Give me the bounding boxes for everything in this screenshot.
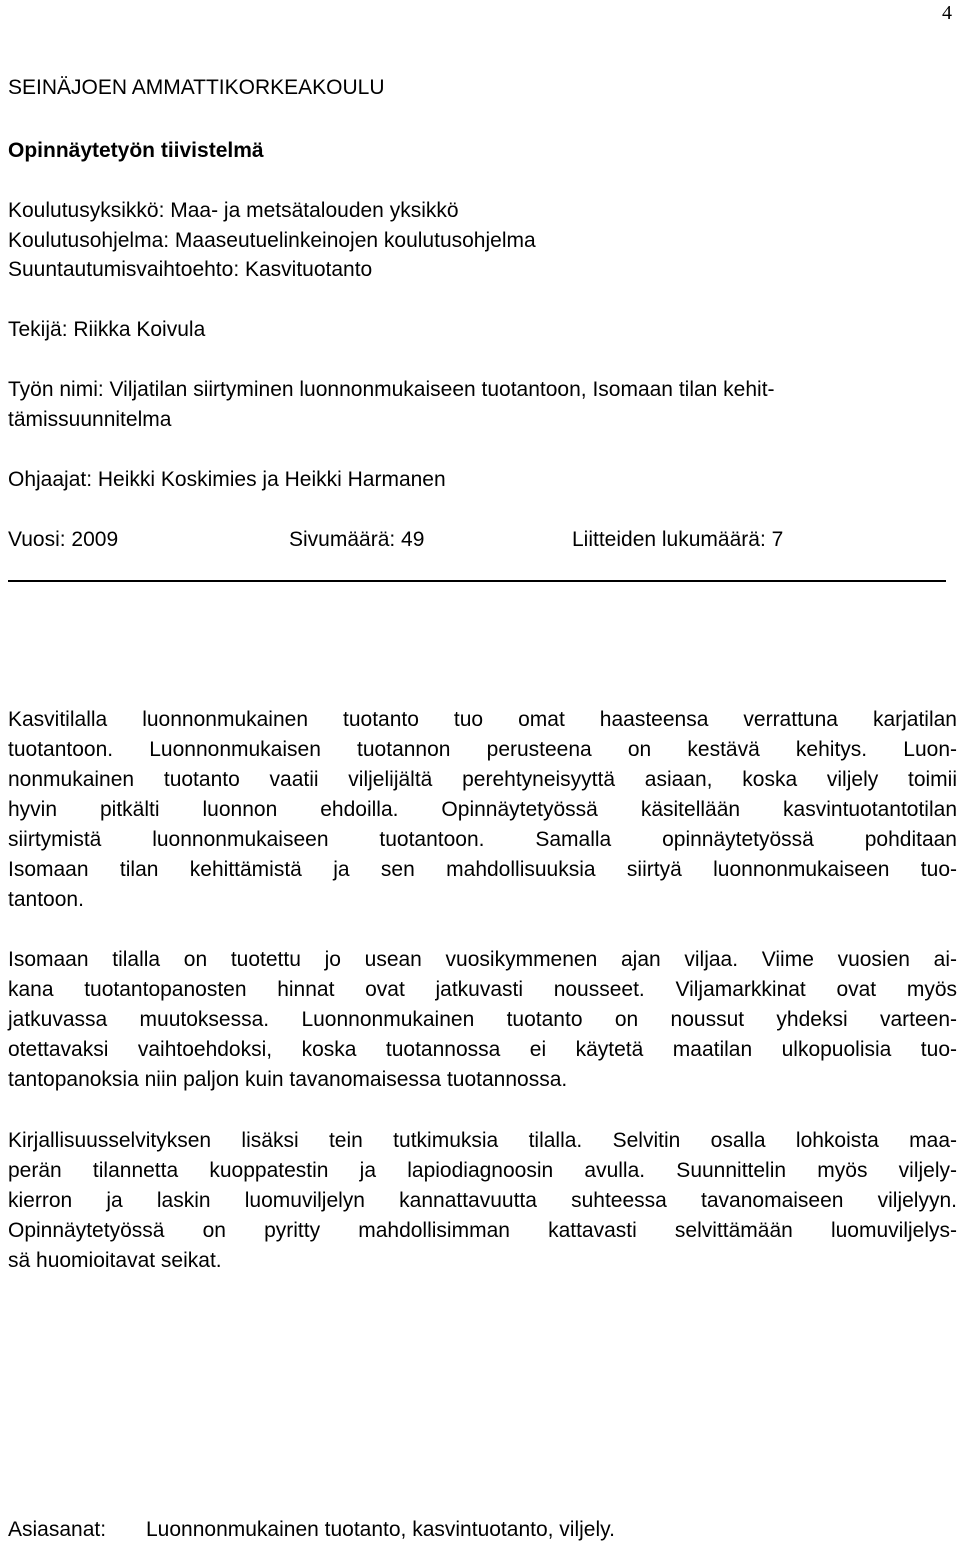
keywords-value: Luonnonmukainen tuotanto, kasvintuotanto, viljely. xyxy=(146,1518,615,1541)
document-title: Opinnäytetyön tiivistelmä xyxy=(8,139,264,162)
abstract-line: kierron ja laskin luomuviljelyn kannattavuutta suhteessa tavanomaiseen viljelyyn. xyxy=(8,1189,957,1212)
divider-rule xyxy=(8,580,946,582)
abstract-line: Isomaan tilalla on tuotettu jo usean vuosikymmenen ajan viljaa. Viime vuosien ai- xyxy=(8,948,957,971)
abstract-line: siirtymistä luonnonmukaiseen tuotantoon. Samalla opinnäytetyössä pohditaan xyxy=(8,828,957,851)
page-number: 4 xyxy=(942,2,952,24)
abstract-line: tantoon. xyxy=(8,888,84,911)
institution-name: SEINÄJOEN AMMATTIKORKEAKOULU xyxy=(8,76,385,99)
abstract-line: tantopanoksia niin paljon kuin tavanomaisessa tuotannossa. xyxy=(8,1068,568,1091)
specialisation-option: Suuntautumisvaihtoehto: Kasvituotanto xyxy=(8,258,373,281)
education-unit: Koulutusyksikkö: Maa- ja metsätalouden yksikkö xyxy=(8,199,459,222)
abstract-line: Isomaan tilan kehittämistä ja sen mahdollisuuksia siirtyä luonnonmukaiseen tuo- xyxy=(8,858,957,881)
appendix-count: Liitteiden lukumäärä: 7 xyxy=(572,528,784,551)
abstract-line: tuotantoon. Luonnonmukaisen tuotannon perusteena on kestävä kehitys. Luon- xyxy=(8,738,957,761)
abstract-paragraph-1 xyxy=(8,705,957,915)
work-title-line-2: tämissuunnitelma xyxy=(8,408,172,431)
keywords-label: Asiasanat: xyxy=(8,1518,107,1541)
abstract-line: sä huomioitavat seikat. xyxy=(8,1249,222,1272)
abstract-line: nonmukainen tuotanto vaatii viljelijältä perehtyneisyyttä asiaan, koska viljely toimii xyxy=(8,768,957,791)
work-title-line-1: Työn nimi: Viljatilan siirtyminen luonnonmukaiseen tuotantoon, Isomaan tilan kehit- xyxy=(8,378,775,401)
page-count: Sivumäärä: 49 xyxy=(289,528,425,551)
abstract-line: otettavaksi vaihtoehdoksi, koska tuotannossa ei käytetä maatilan ulkopuolisia tuo- xyxy=(8,1038,957,1061)
abstract-line: hyvin pitkälti luonnon ehdoilla. Opinnäytetyössä käsitellään kasvintuotantotilan xyxy=(8,798,957,821)
abstract-line: perän tilannetta kuoppatestin ja lapiodiagnoosin avulla. Suunnittelin myös viljely- xyxy=(8,1159,957,1182)
abstract-line: Opinnäytetyössä on pyritty mahdollisimman kattavasti selvittämään luomuviljelys- xyxy=(8,1219,957,1242)
abstract-line: Kasvitilalla luonnonmukainen tuotanto tuo omat haasteensa verrattuna karjatilan xyxy=(8,708,957,731)
abstract-line: kana tuotantopanosten hinnat ovat jatkuvasti nousseet. Viljamarkkinat ovat myös xyxy=(8,978,957,1001)
abstract-line: Kirjallisuusselvityksen lisäksi tein tutkimuksia tilalla. Selvitin osalla lohkoista maa- xyxy=(8,1129,957,1152)
abstract-line: jatkuvassa muutoksessa. Luonnonmukainen tuotanto on noussut yhdeksi varteen- xyxy=(8,1008,957,1031)
supervisors: Ohjaajat: Heikki Koskimies ja Heikki Harmanen xyxy=(8,468,446,491)
abstract-paragraph-2 xyxy=(8,945,957,1095)
year: Vuosi: 2009 xyxy=(8,528,119,551)
author: Tekijä: Riikka Koivula xyxy=(8,318,206,341)
degree-programme: Koulutusohjelma: Maaseutuelinkeinojen koulutusohjelma xyxy=(8,229,536,252)
abstract-paragraph-3 xyxy=(8,1126,957,1276)
